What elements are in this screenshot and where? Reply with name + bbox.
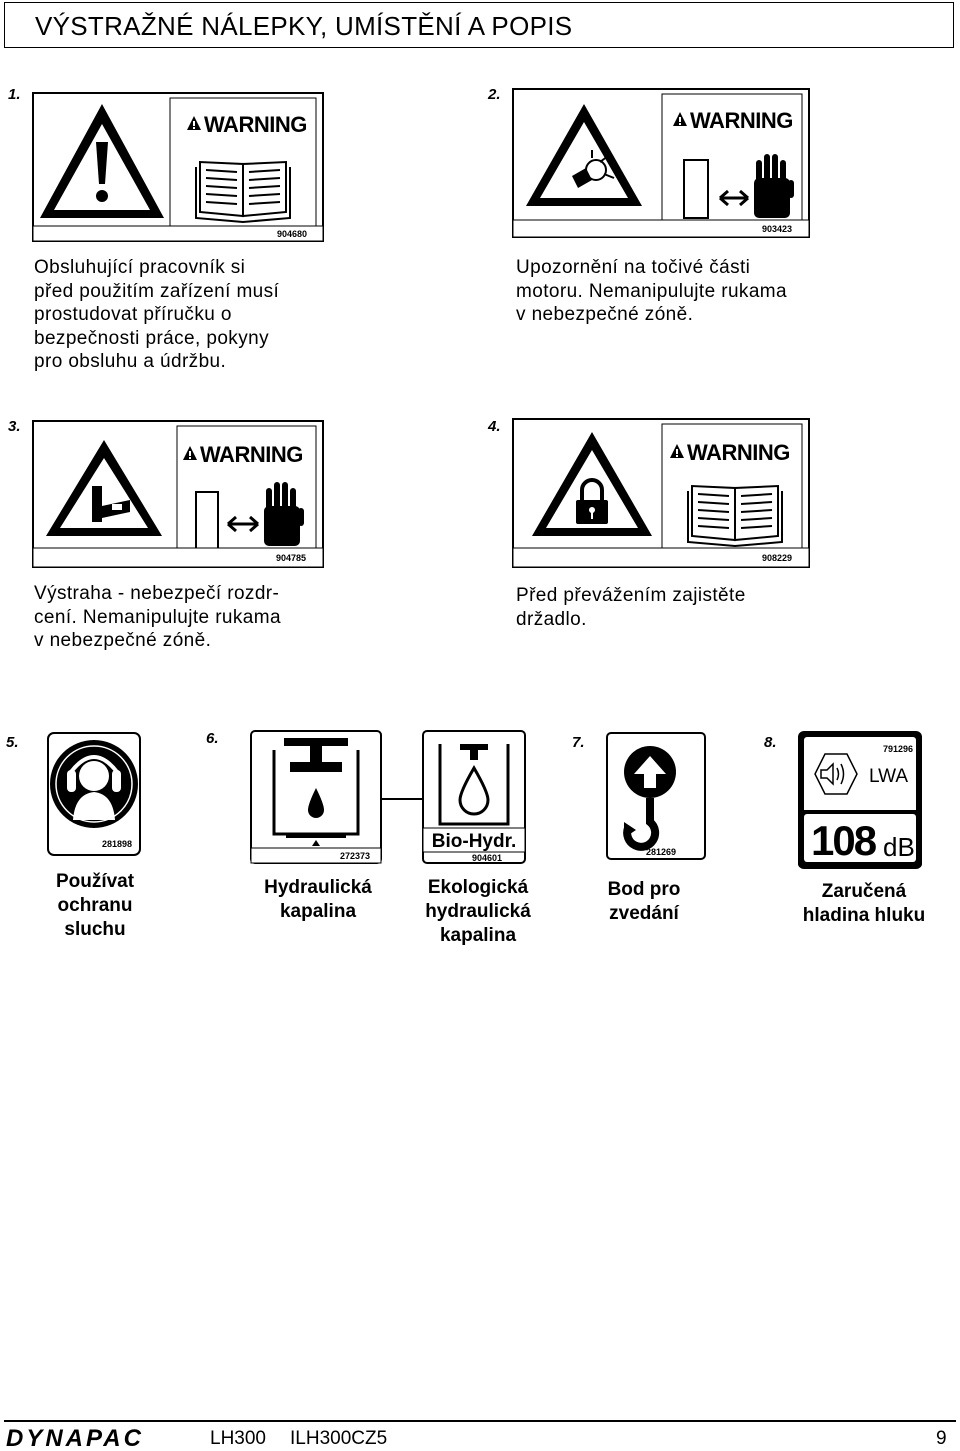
- warning-word: WARNING: [690, 108, 793, 133]
- small-label-caption-6: Hydraulická kapalina: [264, 877, 372, 922]
- warning-word: WARNING: [687, 440, 790, 465]
- db-value: 108: [811, 817, 876, 864]
- small-label-caption-bio: Ekologická hydraulická kapalina: [425, 877, 531, 946]
- warning-word: WARNING: [204, 112, 307, 137]
- bio-hydraulic-fluid-decal: [422, 730, 526, 864]
- decal-code: 904785: [276, 553, 307, 563]
- db-unit: dB: [883, 832, 915, 862]
- decal-code: 908229: [762, 553, 793, 563]
- decal-code: 281269: [646, 847, 677, 857]
- decal-code: 904601: [471, 853, 502, 863]
- decal-code: 904680: [277, 229, 308, 239]
- label-description-2: Upozornění na točivé části motoru. Nemanipulujte rukama v nebezpečné zóně.: [516, 257, 787, 325]
- page-title-box: [4, 2, 954, 48]
- decal-code: 281898: [102, 839, 133, 849]
- brand-logo-text: DYNAPAC: [6, 1426, 144, 1450]
- lifting-point-decal: [606, 732, 706, 860]
- warning-bar: [673, 108, 793, 133]
- footer-model: LH300: [210, 1428, 266, 1449]
- warning-bar: [187, 112, 307, 137]
- small-label-caption-7: Bod pro zvedání: [607, 879, 681, 924]
- label-number: 7.: [572, 734, 585, 751]
- dynapac-logo: [4, 1426, 188, 1450]
- label-number: 6.: [206, 730, 219, 747]
- label-description-4: Před převážením zajistěte držadlo.: [516, 585, 746, 630]
- label-number: 4.: [488, 418, 501, 435]
- decal-code: 791296: [882, 744, 913, 754]
- bio-hydr-sign-text: Bio-Hydr.: [431, 831, 517, 852]
- label-number: 1.: [8, 86, 21, 103]
- lwa-text: LWA: [869, 766, 909, 787]
- ear-protection-icon: [67, 757, 121, 820]
- connector-line: [382, 798, 424, 800]
- label-number: 3.: [8, 418, 21, 435]
- label-description-1: Obsluhující pracovník si před použitím zařízení musí prostudovat příručku o bezpečnosti práce, pokyny pro obsluhu a údržbu.: [34, 257, 280, 372]
- label-description-3: Výstraha - nebezpečí rozdr- cení. Nemanipulujte rukama v nebezpečné zóně.: [34, 583, 281, 651]
- hydraulic-fluid-decal: [250, 730, 382, 864]
- warning-bar: [183, 442, 303, 467]
- label-number: 2.: [488, 86, 501, 103]
- page-title: VÝSTRAŽNÉ NÁLEPKY, UMÍSTĚNÍ A POPIS: [35, 11, 573, 41]
- warning-word: WARNING: [200, 442, 303, 467]
- page-number: 9: [936, 1428, 947, 1449]
- small-label-caption-5: Používat ochranu sluchu: [55, 871, 135, 940]
- warning-decal-3: [32, 420, 324, 568]
- warning-decal-1: [32, 92, 324, 242]
- footer-rule: [4, 1420, 956, 1422]
- noise-level-decal: [797, 730, 923, 870]
- decal-code: 903423: [762, 224, 793, 234]
- warning-decal-4: [512, 418, 810, 568]
- label-number: 5.: [6, 734, 19, 751]
- hearing-protection-decal: [47, 732, 141, 856]
- small-label-caption-8: Zaručená hladina hluku: [802, 881, 926, 926]
- label-number: 8.: [764, 734, 777, 751]
- warning-decal-2: [512, 88, 810, 238]
- warning-bar: [670, 440, 790, 465]
- decal-code: 272373: [340, 851, 371, 861]
- footer-doc-code: ILH300CZ5: [290, 1428, 388, 1449]
